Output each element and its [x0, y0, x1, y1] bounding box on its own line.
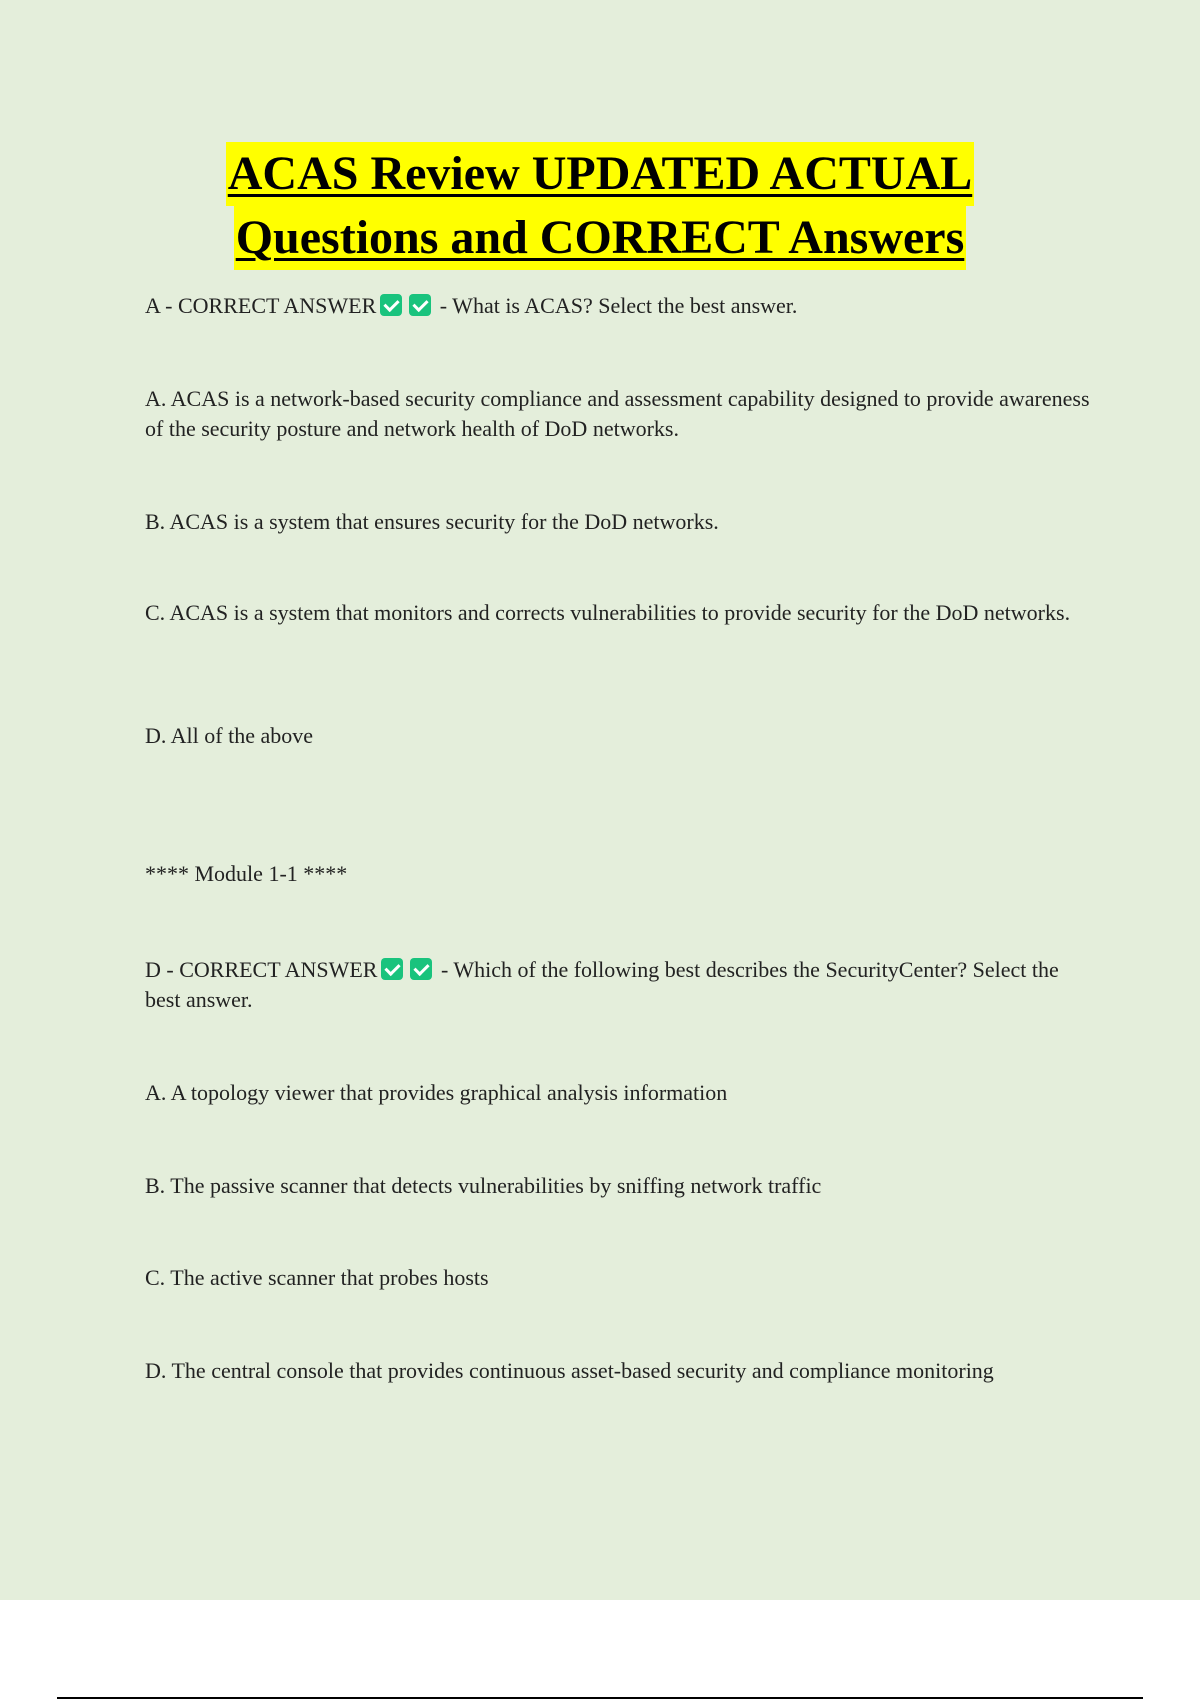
option-b: B. The passive scanner that detects vulnerabilities by sniffing network traffic	[145, 1173, 822, 1198]
option-d: D. The central console that provides continuous asset-based security and compliance monitoring	[145, 1358, 994, 1383]
option-c: C. The active scanner that probes hosts	[145, 1265, 489, 1290]
option-c: C. ACAS is a system that monitors and corrects vulnerabilities to provide security for the DoD networks.	[145, 600, 1071, 625]
option-a: A. A topology viewer that provides graphical analysis information	[145, 1080, 728, 1105]
question-1	[145, 291, 1090, 321]
check-box-icon	[381, 958, 403, 980]
check-box-icon	[380, 294, 402, 316]
check-box-icon	[410, 958, 432, 980]
title-line-2: Questions and CORRECT Answers	[234, 206, 967, 270]
question-text: - What is ACAS? Select the best answer.	[439, 293, 798, 318]
document-title	[0, 142, 1200, 270]
footer-rule	[57, 1697, 1143, 1699]
question-2	[145, 955, 1090, 1015]
question-text: - Which of the following best describes the SecurityCenter? Select the best answer.	[145, 957, 1059, 1012]
title-line-1: ACAS Review UPDATED ACTUAL	[226, 142, 974, 206]
answer-label: D - CORRECT ANSWER	[145, 957, 378, 982]
answer-label: A - CORRECT ANSWER	[145, 293, 377, 318]
check-box-icon	[409, 294, 431, 316]
module-heading: **** Module 1-1 ****	[145, 861, 348, 886]
option-b: B. ACAS is a system that ensures security for the DoD networks.	[145, 509, 719, 534]
option-d: D. All of the above	[145, 723, 314, 748]
option-a: A. ACAS is a network-based security compliance and assessment capability designed to provide awareness of the security posture and network health of DoD networks.	[145, 386, 1090, 441]
